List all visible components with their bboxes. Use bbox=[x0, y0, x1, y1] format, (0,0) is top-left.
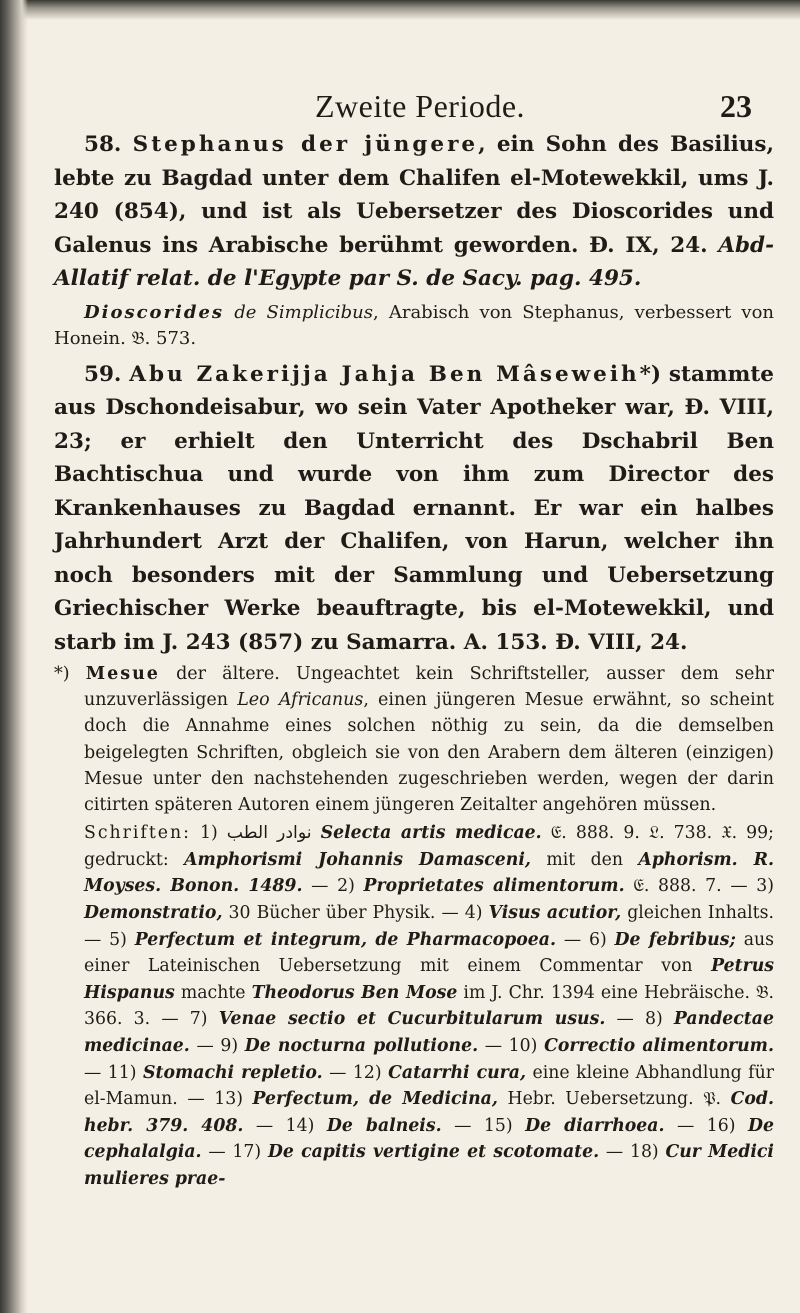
work-title: De febribus; bbox=[614, 929, 736, 950]
page-binding-shadow bbox=[0, 0, 28, 1313]
work-title: De cephalalgia. bbox=[84, 1115, 774, 1163]
work-title: Perfectum, de Medicina, bbox=[252, 1089, 498, 1110]
work-number: — 9) bbox=[196, 1035, 239, 1056]
work-ref: 𝔈. 888. 7. bbox=[633, 876, 722, 897]
running-head bbox=[60, 52, 780, 124]
work-text: im J. Chr. 1394 eine Hebräische. 𝔅. 366. 3. bbox=[84, 982, 775, 1030]
work-number: — 2) bbox=[311, 876, 355, 897]
work-text: mit den bbox=[546, 849, 624, 870]
footnote-marker: *) bbox=[639, 361, 662, 387]
work-title: Venae sectio et Cucurbitularum usus. bbox=[218, 1009, 606, 1030]
work-person: Petrus Hispanus bbox=[84, 956, 774, 1003]
work-title: Cur Medici mulieres prae- bbox=[84, 1142, 774, 1189]
work-number: — 15) bbox=[454, 1115, 513, 1136]
work-title: Pandectae medicinae. bbox=[84, 1009, 774, 1056]
work-text: eine kleine Abhandlung für el-Mamun. bbox=[84, 1062, 774, 1110]
entry-citation: Abd-Allatif relat. de l'Egypte par S. de Sacy. pag. 495. bbox=[54, 232, 774, 291]
work-number: — 3) bbox=[730, 876, 775, 897]
work-number: — 14) bbox=[255, 1115, 315, 1136]
work-title: De diarrhoea. bbox=[525, 1115, 665, 1136]
work-title: Catarrhi cura, bbox=[388, 1062, 527, 1083]
work-text: machte bbox=[180, 982, 246, 1003]
work-edition: Aphorism. R. Moyses. Bonon. 1489. bbox=[84, 849, 774, 897]
footnote bbox=[54, 661, 774, 818]
work-number: — 8) bbox=[616, 1009, 663, 1030]
work-text: gleichen Inhalts. bbox=[627, 903, 774, 923]
entry-name: Abu Zakerijja Jahja Ben Mâseweih bbox=[129, 361, 640, 387]
works-label: Schriften: bbox=[84, 823, 191, 844]
page-top-shadow bbox=[0, 0, 800, 20]
footnote-name: Mesue bbox=[85, 664, 160, 684]
work-text: Hebr. Uebersetzung. 𝔓. bbox=[507, 1089, 721, 1110]
footnote-text-cont: , einen jüngeren Mesue erwähnt, so scheint doch die Annahme eines solchen nöthig zu sein, da die demselben beigelegten Schriften, obgleich sie von den Arabern dem älteren (einzigen) Mesue unter den nachstehenden zugeschrieben werden, wegen der darin citirten späteren Autoren einem jüngeren Zeitalter angehören müssen. bbox=[84, 690, 775, 816]
entry-59 bbox=[54, 358, 774, 660]
work-edition: Amphorismi Johannis Damasceni, bbox=[184, 849, 531, 870]
running-title: Zweite Periode. bbox=[314, 88, 526, 124]
footnote-author: Leo Africanus bbox=[237, 690, 364, 711]
work-number: — 17) bbox=[208, 1142, 262, 1163]
entry-name: Stephanus der jüngere bbox=[132, 132, 479, 157]
work-text: gedruckt: bbox=[84, 849, 169, 870]
sub-entry-title: de Simplicibus bbox=[234, 301, 373, 323]
work-number: — 11) bbox=[84, 1062, 137, 1083]
entry-number: 58. bbox=[84, 132, 122, 157]
work-number: — 18) bbox=[605, 1142, 659, 1163]
work-title: De balneis. bbox=[326, 1115, 442, 1136]
work-text: aus einer Lateinischen Uebersetzung mit einem Commentar von bbox=[84, 929, 774, 977]
work-ref: Cod. hebr. 379. 408. bbox=[84, 1089, 774, 1136]
entry-text: , ein Sohn des Basilius, lebte zu Bagdad unter dem Chalifen el-Motewekkil, ums J. 240 (854), und ist als Uebersetzer des Dioscorides und Galenus ins Arabische berühmt geworden. Ð. IX, 24. bbox=[54, 132, 774, 258]
entry-58 bbox=[54, 128, 774, 296]
works-list bbox=[54, 820, 774, 1192]
work-number: — 13) bbox=[187, 1089, 243, 1110]
footnote-marker: *) bbox=[54, 664, 70, 684]
work-number: — 6) bbox=[563, 929, 607, 950]
work-ref: 𝔈. 888. 9. 𝔏. 738. 𝔛. 99; bbox=[550, 823, 774, 844]
work-title: Correctio alimentorum. bbox=[544, 1035, 774, 1056]
work-title: De nocturna pollutione. bbox=[244, 1035, 479, 1056]
work-arabic-title: نوادر الطب bbox=[226, 823, 312, 844]
page-number: 23 bbox=[720, 88, 752, 124]
entry-number: 59. bbox=[84, 361, 122, 387]
sub-entry-text: , Arabisch von Stephanus, verbessert von Honein. 𝔅. 573. bbox=[54, 301, 775, 349]
work-title: Perfectum et integrum, de Pharmacopoea. bbox=[134, 929, 556, 950]
work-person: Theodorus Ben Mose bbox=[251, 982, 458, 1003]
sub-entry-name: Dioscorides bbox=[84, 301, 225, 323]
work-title: Selecta artis medicae. bbox=[320, 823, 542, 844]
entry-text: stammte aus Dschondeisabur, wo sein Vater Apotheker war, Ð. VIII, 23; er erhielt den Unterricht des Dschabril Ben Bachtischua und wurde von ihm zum Director des Krankenhauses zu Bagdad ernannt. Er war ein halbes Jahrhundert Arzt der Chalifen, von Harun, welcher ihn noch besonders mit der Sammlung und Uebersetzung Griechischer Werke beauftragte, bis el-Motewekkil, und starb im J. 243 (857) zu Samarra. A. 153. Ð. VIII, 24. bbox=[54, 361, 774, 655]
work-number: — 16) bbox=[677, 1115, 736, 1136]
work-title: Visus acutior, bbox=[488, 903, 622, 923]
work-title: Stomachi repletio. bbox=[142, 1062, 323, 1083]
sub-entry-dioscorides bbox=[54, 300, 774, 352]
work-number: — 10) bbox=[484, 1035, 538, 1056]
work-title: Proprietates alimentorum. bbox=[363, 876, 625, 897]
work-number: — 5) bbox=[84, 929, 127, 950]
work-number: 1) bbox=[200, 823, 218, 844]
footnote-text: der ältere. Ungeachtet kein Schriftsteller, ausser dem sehr unzuverlässigen bbox=[84, 664, 774, 711]
work-number: — 4) bbox=[441, 903, 483, 923]
page-body bbox=[54, 128, 774, 1193]
work-title: Demonstratio, bbox=[84, 903, 223, 923]
work-number: — 12) bbox=[329, 1062, 382, 1083]
work-text: 30 Bücher über Physik. bbox=[228, 903, 436, 923]
work-title: De capitis vertigine et scotomate. bbox=[267, 1142, 600, 1163]
work-number: — 7) bbox=[161, 1009, 208, 1030]
